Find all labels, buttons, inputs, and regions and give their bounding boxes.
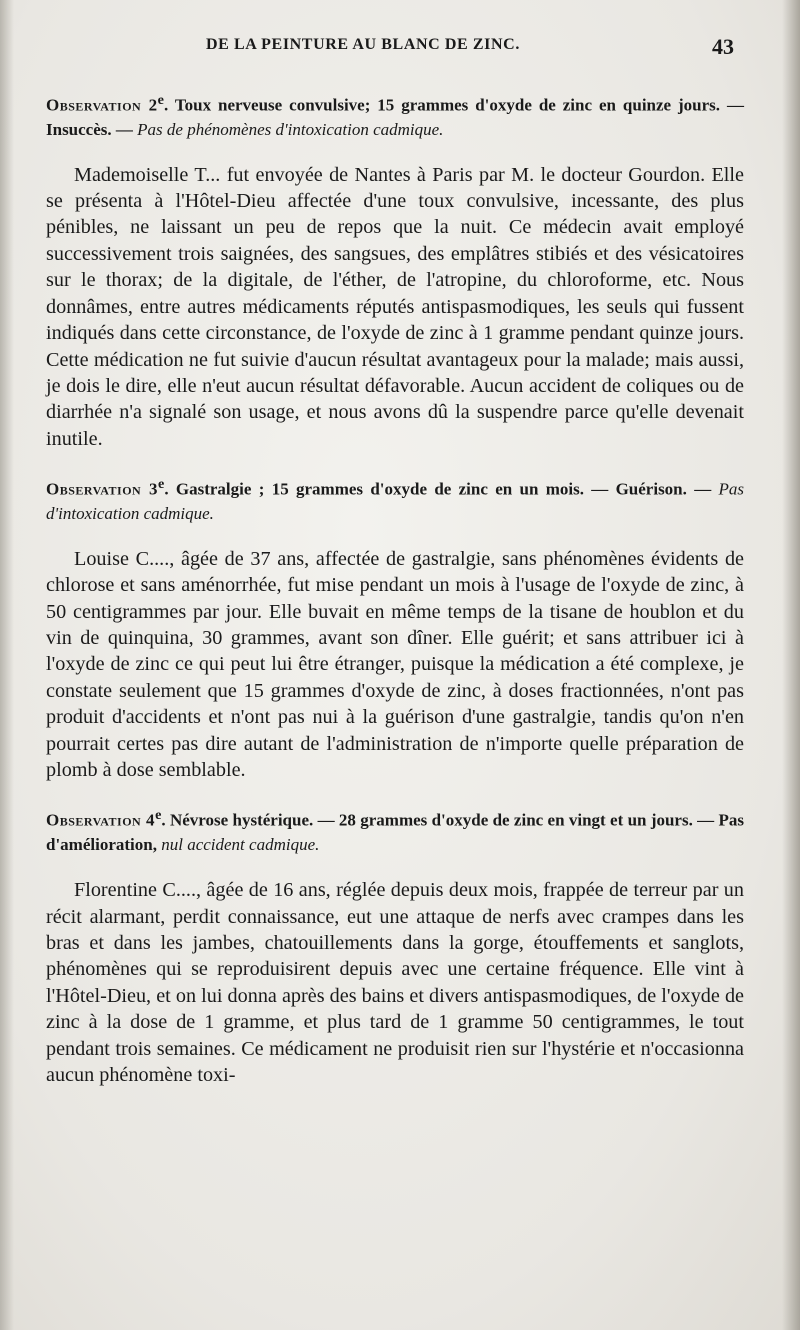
page-edge-shadow [782, 0, 800, 1330]
page-body [46, 80, 744, 1088]
observation-italic-note: Pas de phénomènes d'intoxication cadmique. [137, 119, 444, 139]
observation-paragraph: Mademoiselle T... fut envoyée de Nantes à Paris par M. le docteur Gourdon. Elle se présenta à l'Hôtel-Dieu affectée d'une toux convulsive, incessante, des plus pénibles, ne laissant un peu de repos que la nuit. Ce médecin avait employé successivement trois saignées, des sangsues, des emplâtres stibiés et des vésicatoires sur le thorax; de la digitale, de l'éther, de l'atropine, du chloroforme, etc. Nous donnâmes, entre autres médicaments réputés antispasmodiques, les seuls qui fussent indiqués dans cette circonstance, de l'oxyde de zinc à 1 gramme pendant quinze jours. Cette médication ne fut suivie d'aucun résultat avantageux pour la malade; mais aussi, je dois le dire, elle n'eut aucun résultat défavorable. Aucun accident de coliques ou de diarrhée n'a signalé son usage, et nous avons dû la suspendre parce qu'elle devenait inutile. [46, 163, 744, 450]
observation-ordinal: e [158, 476, 165, 493]
page-gutter-shadow [0, 0, 14, 1330]
observation-label: Observation 2 [46, 95, 158, 115]
observation-paragraph: Louise C...., âgée de 37 ans, affectée de gastralgie, sans phénomènes évidents de chlorose et sans aménorrhée, fut mise pendant un mois à l'usage de l'oxyde de zinc, à 50 centigrammes par jour. Elle buvait en même temps de la tisane de houblon et du vin de quinquina, 30 grammes, avant son dîner. Elle guérit; et sans attribuer ici à l'oxyde de zinc ce qui peut lui être étranger, puisque la médication a été complexe, je constate seulement que 15 grammes d'oxyde de zinc, à doses fractionnées, n'ont pas produit d'accidents et n'ont pas nui à la guérison d'une gastralgie, tandis qu'on n'en pourrait certes pas dire autant de l'administration de n'importe quelle préparation de plomb à dose semblable. [46, 547, 744, 782]
observation-italic-note: nul accident cadmique. [161, 835, 320, 855]
observation-label: Observation 3 [46, 479, 159, 499]
observation-heading [46, 88, 744, 142]
observation-label: Observation 4 [46, 811, 156, 831]
running-title: DE LA PEINTURE AU BLANC DE ZINC. [206, 36, 520, 53]
observation-title: . Gastralgie ; 15 grammes d'oxyde de zinc en un mois. — Guérison. — [164, 479, 712, 499]
observation-ordinal: e [155, 807, 162, 824]
observation-heading [46, 803, 744, 857]
observation-paragraph: Florentine C...., âgée de 16 ans, réglée depuis deux mois, frappée de terreur par un récit alarmant, perdit connaissance, eut une attaque de nerfs avec crampes dans les bras et dans les jambes, chatouillements dans la gorge, étouffements et sanglots, phénomènes qui se reproduisirent depuis avec une certaine fréquence. Elle vint à l'Hôtel-Dieu, et on lui donna après des bains et divers antispasmodiques, de l'oxyde de zinc à la dose de 1 gramme, et plus tard de 1 gramme 50 centigrammes, le tout pendant trois semaines. Ce médicament ne produisit rien sur l'hystérie et n'occasionna aucun phénomène toxi- [46, 879, 744, 1086]
observation-heading [46, 472, 744, 526]
observation-ordinal: e [157, 92, 164, 108]
observation-title: . Névrose hystérique. — 28 grammes d'oxyde de zinc en vingt et un jours. — Pas d'amélioration, [46, 811, 745, 855]
running-header [0, 34, 800, 64]
observation-italic-note: Pas d'intoxication cadmique. [46, 479, 745, 523]
observation-title: . Toux nerveuse convulsive; 15 grammes d'oxyde de zinc en quinze jours. — Insuccès. — [46, 95, 744, 139]
page-number: 43 [712, 34, 734, 59]
